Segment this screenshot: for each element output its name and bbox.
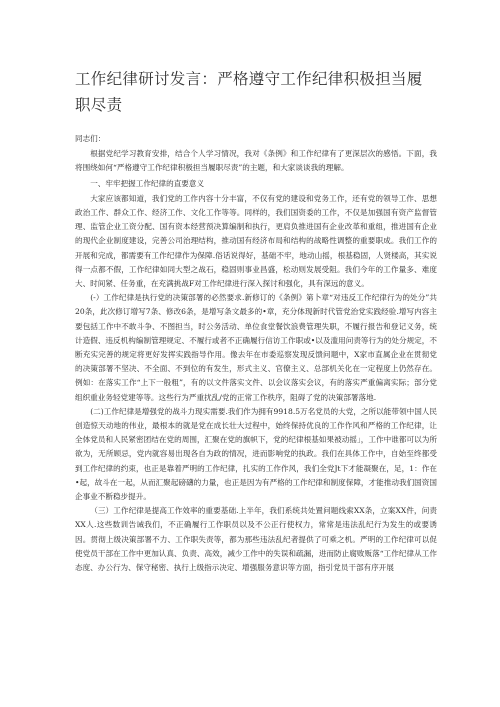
body-paragraph: (-）工作纪律是执行党的决策部署的必然要求.新修订的《条例》第卜章“对违反工作纪律行为的处分”共20条，此次修订增写7条、修改6条，是增写条文最多的•章，充分体现新时代管党治党实践经验.增写内容主要包括工作中不敢斗争、不图担当，时公务活动、单位食堂餐饮浪费管理失职，不履行报告和登记义务，统计造假、违反机构编制管理规定、不履行或者不正确履行信访工作职或•以及滥用问责等行为的处分规定，不断充实完善的规定将更好发挥实践指导作用。像去年在市委巡察发现反馈问题中，X家市直属企业在贯彻党的决策部署不坚决、不全面、不到位的有发生，形式主义、官僚主义、总部机关化在一定程度上仍然存在。例如：在落实工作“上下一般粗”，有的以文件落实文件、以会议落实会议，有的落实严重偏离实际；部分党组织重业务轻党建等等。这些行为严重扰乱/党的正常工作秩序，阻碍了党的决策部署落地. <box>75 293 437 402</box>
body-paragraph: 大家应该都知道，我们党的工作内容十分丰富，不仅有党的建设和党务工作，还有党的领导工作、思想政治工作、群众工作、经济工作、文化工作等等。同样的，我们国资委的工作，不仅是加强国有资产监督管理、监管企业工资分配、国有资本经营预决算编制和执行，更肩负推进国有企业改革和重组，推进国有企业的现代企业制度建设，完善公司治理结构，推动国有经济布局和结构的战略性调整的重要职成。我们工作的开展和完成，都需要有工作纪律作为保障.俗话说得好，基础不牢，地动山摇，根基稳固，人贤楼高，其实说得一点都不假，工作纪律如同大型之战石，稳固则事业昌盛，松动则发展受阻。我们今年的工作量多、难度大、时间紧、任务重，在充满挑战F对工作纪律进行深入探讨和强化，具有深远的意义。 <box>75 193 437 289</box>
document-title: 工作纪律研讨发言：严格遵守工作纪律积极担当履职尽责 <box>75 70 423 114</box>
salutation: 同志们： <box>75 134 106 143</box>
body-paragraph: (二)工作纪律是增强党的战斗力现实需要.我们作为拥有9918.5万名党员的大党，之所以能带领中国人民创造惊天动地的伟业，最根本的就是党在成长壮大过程中，始终保持优良的工作作风和严格的工作纪律，让全体党员和人民紧密团结在党的周围，汇聚在党的旗帜下，党的纪律根基如果被动摇」，工作中谁都可以为所欲为，无所顾忌，党内就容易出现各自为政的情况，进而影响党的执政。我们在具体工作中，自始至终都受到工作纪律的约束，也正是靠着严明的工作纪律，扎实的工作作风，我们全党Jt下才能凝聚在，足，1：作在•起，故斗在一起，从而汇聚起磅礴的力量，也正是因为有严格的工作纪律和制度保障，才能推动我们国资国企事业不断稳步提升。 <box>75 406 437 502</box>
section-heading-1: 一、牢牢把握工作纪律的直要意义 <box>90 178 205 188</box>
document-body <box>75 132 437 575</box>
body-paragraph: （三）工作纪律是提高工作效率的重要基础.上半年，我们系统共处置问题线索XX条，立案XX件，问责XX人.这些数训告诫我们，不正确履行工作职员以及不公正行使权力，常常是违法乱纪行为发生的或要诱因。贯彻上级决策部署不力、工作职失责等，都为那些违法乱纪者提供了可乘之机。严明的工作纪律可以促使党员干部在工作中更加认真、负责、高效，减少工作中的失误和疏漏，进而防止腐败贩落“工作纪律从工作态度、办公行为、保守秘密、执行上级指示决定、增强服务意识等方面，指引党员干部有序开展 <box>75 506 437 573</box>
intro-paragraph: 根据党纪学习教育安排，结合个人学习情况，我对《条例》和工作纪律有了更深层次的感悟。下面，我将围绕如何“严格遵守工作纪律积极担当履职尽责”的主题，和大家谈谈我的理解。 <box>75 149 437 173</box>
